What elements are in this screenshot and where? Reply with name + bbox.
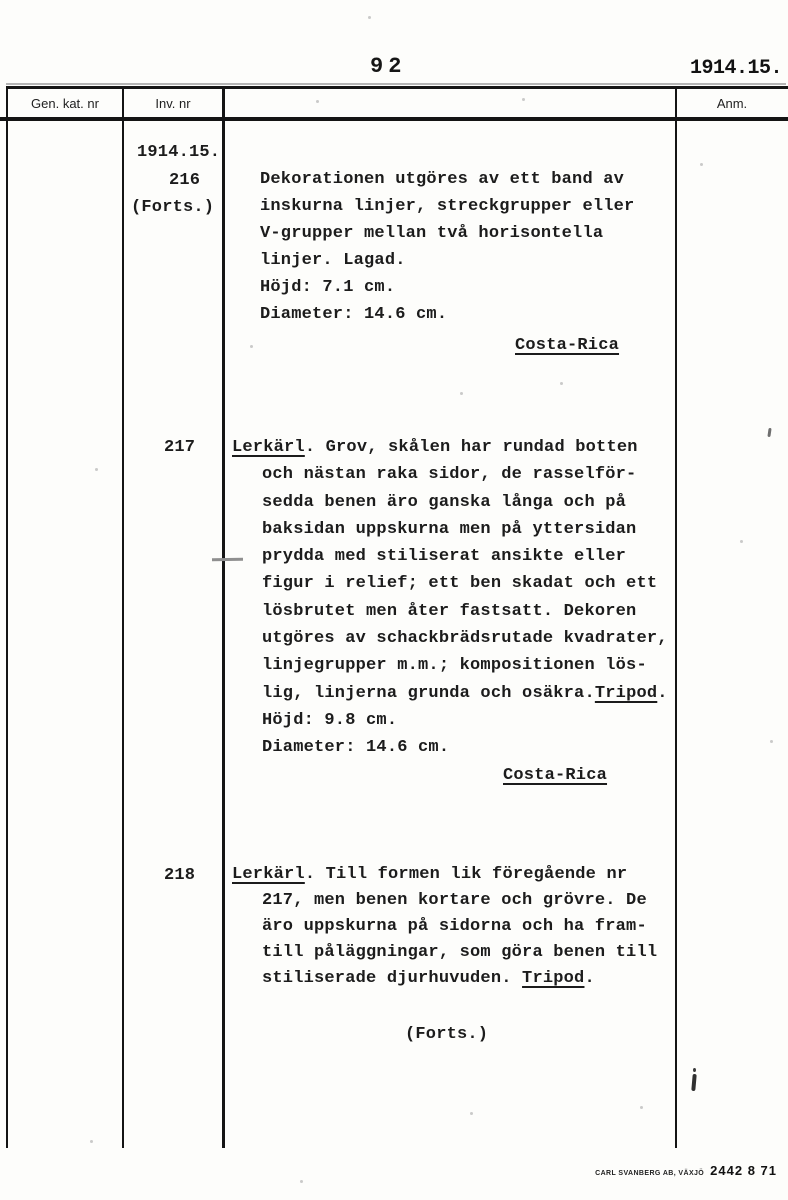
- text-line: figur i relief; ett ben skadat och ett: [262, 574, 658, 594]
- text-line: lösbrutet men åter fastsatt. Dekoren: [262, 601, 637, 621]
- entry-216-inv: [124, 139, 223, 222]
- entry-217-body: [224, 434, 714, 789]
- entry-217-origin: Costa-Rica: [503, 765, 608, 785]
- entry-218-body: [224, 862, 714, 1048]
- speck: [95, 468, 98, 471]
- entry-217-inv: [124, 434, 223, 462]
- text-line: Höjd: 7.1 cm.: [260, 278, 396, 297]
- header-anm: Anm.: [716, 96, 748, 111]
- speck: [368, 16, 371, 19]
- table-border-top-shadow: [6, 83, 786, 85]
- entry-216-body: [224, 166, 712, 359]
- header-gen-kat-nr: Gen. kat. nr: [31, 96, 99, 111]
- text-line: inskurna linjer, streckgrupper eller: [260, 197, 635, 216]
- text-line: utgöres av schackbrädsrutade kvadrater,: [262, 629, 668, 649]
- speck: [316, 100, 319, 103]
- speck: [460, 392, 463, 395]
- text-line: till påläggningar, som göra benen till: [262, 943, 658, 962]
- scan-dash-artifact: [212, 558, 243, 562]
- speck: [522, 98, 525, 101]
- entry-217-inv-number: 217: [164, 438, 196, 457]
- printer-code: 2442 8 71: [710, 1163, 777, 1178]
- speck: [250, 345, 253, 348]
- text-line: linjegrupper m.m.; kompositionen lös-: [262, 656, 647, 676]
- printer-imprint: [595, 1163, 777, 1178]
- speck: [700, 163, 703, 166]
- entry-216-inv-number: 216: [169, 170, 201, 190]
- text-line: baksidan uppskurna men på yttersidan: [262, 519, 637, 539]
- ink-dot-artifact: [693, 1068, 696, 1072]
- speck: [640, 1106, 643, 1109]
- text-line: 217, men benen kortare och grövre. De: [262, 891, 647, 910]
- year-header: 1914.15.: [690, 57, 783, 80]
- apostrophe-artifact: [767, 428, 771, 437]
- page-number: 92: [370, 54, 407, 79]
- speck: [740, 540, 743, 543]
- text-line: äro uppskurna på sidorna och ha fram-: [262, 917, 647, 936]
- text-line: linjer. Lagad.: [260, 251, 406, 270]
- table-header-separator: [0, 117, 788, 121]
- continuation-note: (Forts.): [405, 1025, 489, 1044]
- text-line: V-grupper mellan två horisontella: [260, 224, 604, 243]
- header-inv-nr: Inv. nr: [155, 96, 191, 111]
- speck: [560, 382, 563, 385]
- printer-name: CARL SVANBERG AB, VÄXJÖ: [595, 1170, 705, 1177]
- entry-218-inv: [124, 862, 223, 890]
- speck: [470, 1112, 473, 1115]
- table-border-left: [6, 86, 8, 1148]
- text-line: Höjd: 9.8 cm.: [262, 710, 398, 730]
- entry-216-origin: Costa-Rica: [515, 336, 620, 355]
- text-line: Diameter: 14.6 cm.: [262, 738, 450, 758]
- text-line: Diameter: 14.6 cm.: [260, 305, 448, 324]
- ink-stroke-artifact: [691, 1074, 696, 1091]
- text-line: lig, linjerna grunda och osäkra.Tripod.: [262, 683, 668, 703]
- text-line: Lerkärl. Grov, skålen har rundad botten: [232, 438, 638, 457]
- entry-216-inv-forts: (Forts.): [131, 198, 215, 217]
- text-line: prydda med stiliserat ansikte eller: [262, 547, 627, 567]
- entry-216-inv-year: 1914.15.: [137, 143, 221, 162]
- text-line: och nästan raka sidor, de rasselför-: [262, 465, 637, 485]
- text-line: Lerkärl. Till formen lik föregående nr: [232, 865, 628, 884]
- text-line: Dekorationen utgöres av ett band av: [260, 170, 625, 189]
- text-line: sedda benen äro ganska långa och på: [262, 492, 627, 512]
- column-divider-1: [122, 86, 124, 1148]
- speck: [300, 1180, 303, 1183]
- speck: [90, 1140, 93, 1143]
- text-line: stiliserade djurhuvuden. Tripod.: [262, 969, 595, 988]
- speck: [770, 740, 773, 743]
- entry-218-inv-number: 218: [164, 866, 196, 885]
